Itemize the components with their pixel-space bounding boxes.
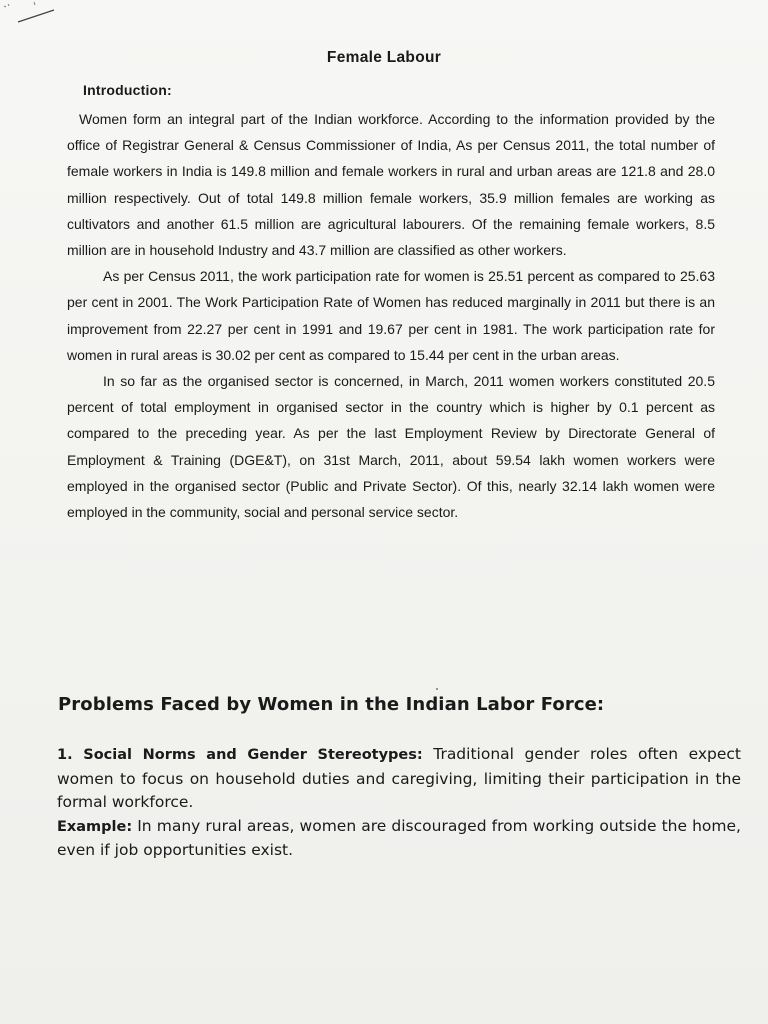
intro-paragraph: As per Census 2011, the work participation rate for women is 25.51 percent as compared to 25.63 per cent in 2001. The Work Participation Rate of Women has reduced marginally in 2011 but there is an improvement from 22.27 per cent in 1991 and 19.67 per cent in 1981. The work participation rate for women in rural areas is 30.02 per cent as compared to 15.44 per cent in the urban areas.	[67, 268, 715, 363]
problem-label: 1. Social Norms and Gender Stereotypes:	[57, 747, 423, 763]
introduction-body	[67, 106, 715, 525]
problems-heading: Problems Faced by Women in the Indian Labor Force:	[58, 694, 605, 715]
example-text: In many rural areas, women are discouraged from working outside the home, even if job opportunities exist.	[57, 816, 741, 859]
problem-item	[57, 743, 741, 815]
pen-stroke-mark	[0, 0, 70, 40]
problems-body	[57, 743, 741, 863]
intro-paragraph: Women form an integral part of the Indian workforce. According to the information provided by the office of Registrar General & Census Commissioner of India, As per Census 2011, the total number of female workers in India is 149.8 million and female workers in rural and urban areas are 121.8 and 28.0 million respectively. Out of total 149.8 million female workers, 35.9 million females are working as cultivators and another 61.5 million are agricultural labourers. Of the remaining female workers, 8.5 million are in household Industry and 43.7 million are classified as other workers.	[67, 111, 715, 259]
intro-paragraph: In so far as the organised sector is concerned, in March, 2011 women workers constituted 20.5 percent of total employment in organised sector in the country which is higher by 0.1 percent as compared to the preceding year. As per the last Employment Review by Directorate General of Employment & Training (DGE&T), on 31st March, 2011, about 59.54 lakh women workers were employed in the organised sector (Public and Private Sector). Of this, nearly 32.14 lakh women were employed in the community, social and personal service sector.	[67, 373, 715, 521]
example-label: Example:	[57, 818, 133, 835]
problem-example	[57, 815, 741, 863]
problem-text: Traditional gender roles often expect women to focus on household duties and caregiving, limiting their participation in the formal workforce.	[57, 745, 741, 811]
page-title: Female Labour	[326, 49, 442, 66]
introduction-heading: Introduction:	[83, 82, 172, 98]
scan-speck	[436, 688, 438, 690]
